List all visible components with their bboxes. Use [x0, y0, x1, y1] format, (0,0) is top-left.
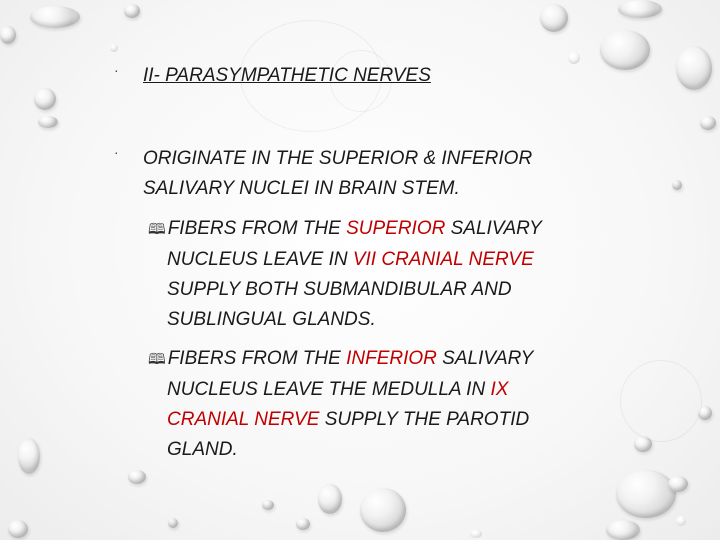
water-drop-decoration [672, 180, 682, 190]
highlight-cranial-nerve: CRANIAL NERVE [167, 409, 320, 430]
highlight-superior: SUPERIOR [346, 218, 446, 239]
text-segment: NUCLEUS LEAVE THE MEDULLA IN [167, 379, 491, 400]
water-drop-decoration [18, 438, 40, 474]
bullet-marker: · [114, 62, 119, 78]
water-drop-decoration [128, 470, 146, 484]
sub-bullet-line: SUPPLY BOTH SUBMANDIBULAR AND [167, 279, 512, 300]
highlight-vii-cranial-nerve: VII CRANIAL NERVE [352, 249, 534, 270]
book-icon: 🕮 [148, 351, 166, 368]
sub-bullet-line [148, 214, 542, 245]
water-drop-decoration [568, 52, 580, 64]
sub-bullet-line: SUBLINGUAL GLANDS. [167, 309, 376, 330]
text-segment: FIBERS FROM THE [167, 348, 347, 369]
sub-bullet-inferior [148, 344, 533, 465]
water-drop-decoration [124, 4, 140, 18]
origin-line-1: ORIGINATE IN THE SUPERIOR & INFERIOR [143, 148, 533, 169]
water-drop-decoration [296, 518, 310, 530]
water-drop-decoration [668, 476, 688, 492]
origin-text [143, 144, 532, 204]
text-segment: NUCLEUS LEAVE IN [167, 249, 353, 270]
water-drop-decoration [168, 518, 178, 528]
water-drop-decoration [600, 30, 650, 70]
water-drop-decoration [618, 0, 662, 18]
water-ring-decoration [620, 360, 702, 442]
water-drop-decoration [110, 44, 118, 52]
text-segment: SALIVARY [436, 348, 534, 369]
bullet-marker: · [114, 144, 119, 160]
water-drop-decoration [470, 530, 482, 538]
text-segment: FIBERS FROM THE [167, 218, 347, 239]
sub-bullet-line: GLAND. [167, 439, 238, 460]
sub-bullet-line [148, 245, 542, 275]
water-drop-decoration [262, 500, 274, 510]
origin-line-2: SALIVARY NUCLEI IN BRAIN STEM. [143, 178, 460, 199]
water-drop-decoration [360, 488, 406, 532]
water-drop-decoration [30, 6, 80, 28]
water-drop-decoration [606, 520, 640, 540]
highlight-ix: IX [490, 379, 509, 400]
water-drop-decoration [676, 516, 686, 526]
highlight-inferior: INFERIOR [346, 348, 437, 369]
water-drop-decoration [700, 116, 716, 130]
water-drop-decoration [616, 470, 676, 518]
water-drop-decoration [540, 4, 568, 32]
water-drop-decoration [38, 116, 58, 128]
water-drop-decoration [676, 46, 712, 90]
text-segment: SALIVARY [445, 218, 542, 239]
water-drop-decoration [318, 484, 342, 514]
sub-bullet-line [148, 375, 533, 405]
text-segment: SUPPLY THE PAROTID [319, 409, 530, 430]
water-drop-decoration [0, 26, 16, 44]
water-drop-decoration [34, 88, 56, 110]
sub-bullet-line [148, 405, 533, 435]
sub-bullet-line [148, 344, 533, 375]
book-icon: 🕮 [148, 221, 166, 238]
slide-title: II- PARASYMPATHETIC NERVES [143, 65, 431, 86]
sub-bullet-superior [148, 214, 542, 335]
water-drop-decoration [8, 520, 28, 538]
